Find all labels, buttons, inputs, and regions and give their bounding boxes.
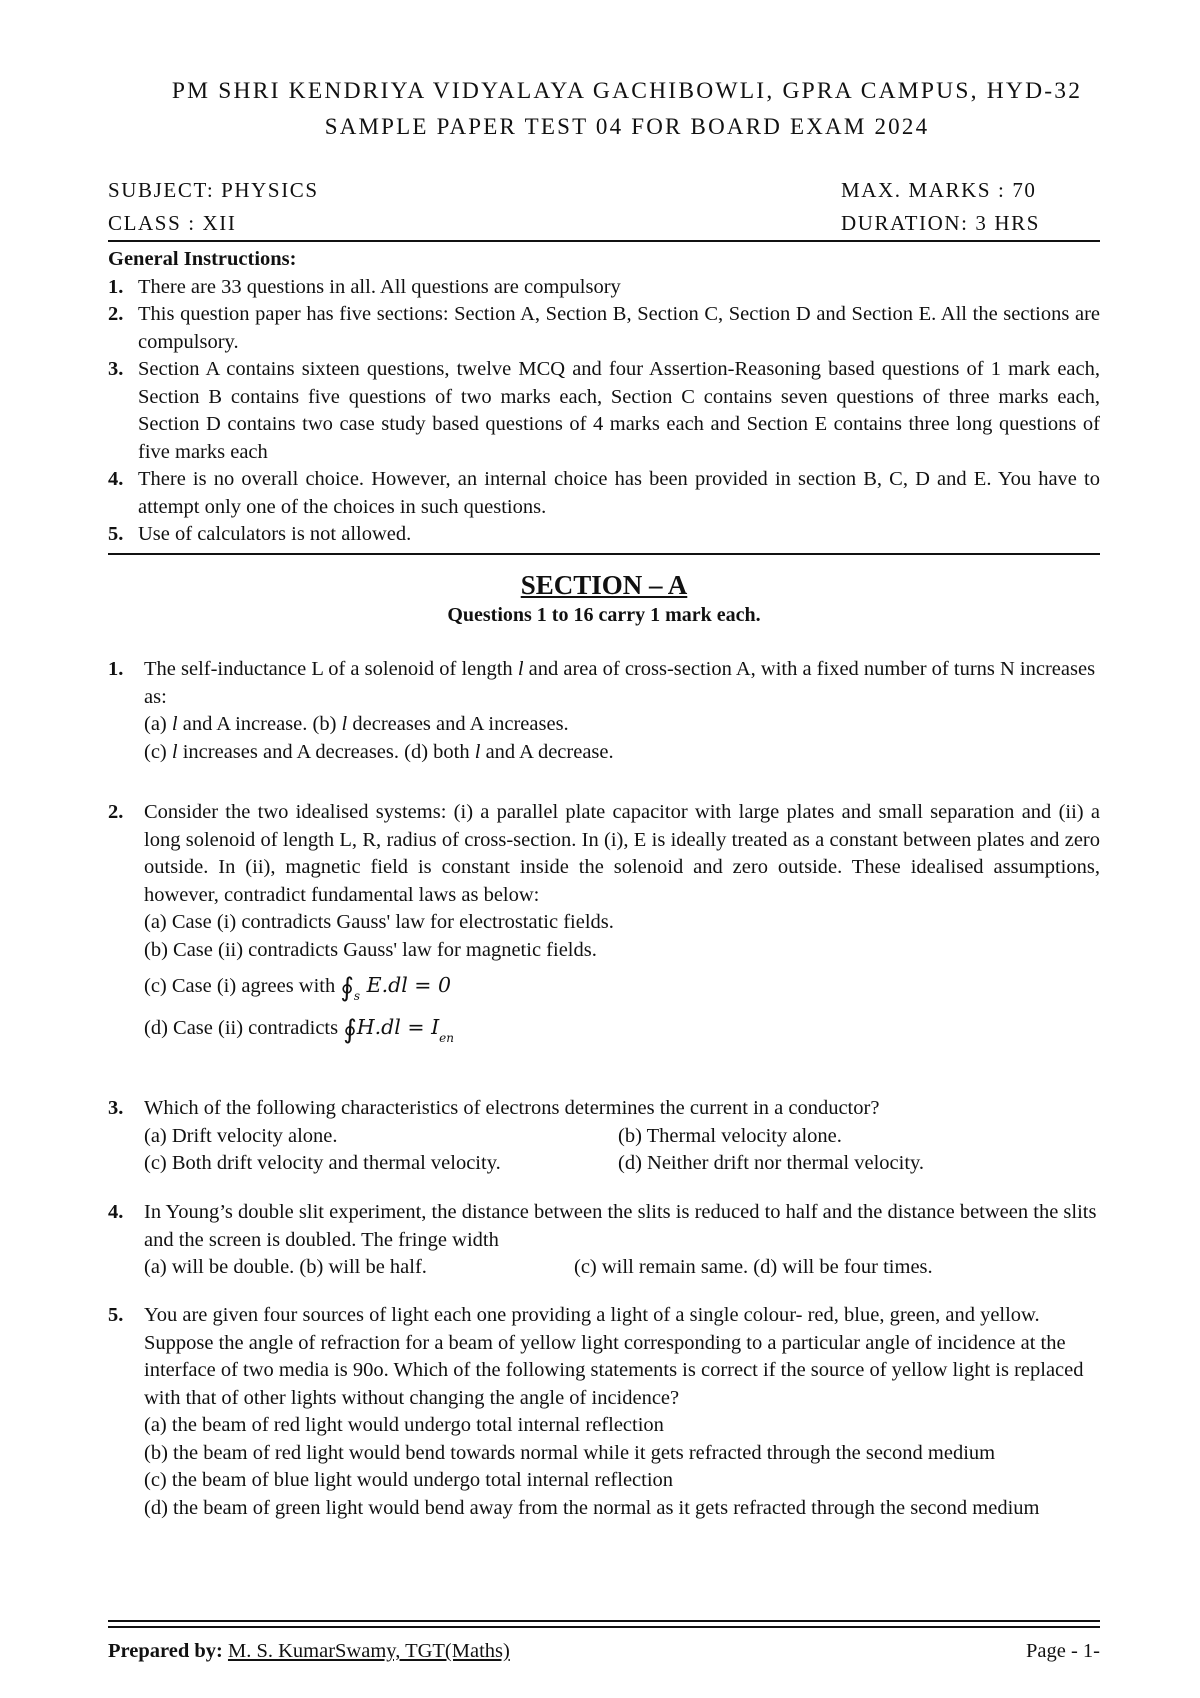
instruction-item: 5. Use of calculators is not allowed. — [108, 523, 412, 545]
meta-row-1 — [108, 178, 1100, 203]
option-row: (a) will be double. (b) will be half. (c) will remain same. (d) will be four times. — [144, 1256, 933, 1278]
page-number: Page - 1- — [1025, 1640, 1100, 1662]
instruction-item: 1. There are 33 questions in all. All questions are compulsory — [108, 275, 621, 298]
page-footer — [108, 1640, 1100, 1663]
general-instructions — [108, 246, 1100, 549]
option-row — [144, 1150, 1100, 1178]
question-number: 1. — [108, 658, 124, 680]
option-c: (c) Both drift velocity and thermal velocity. — [144, 1152, 501, 1174]
instructions-divider — [108, 553, 1100, 555]
question-2 — [108, 799, 1100, 1048]
option-c: (c) the beam of blue light would undergo total internal reflection — [144, 1469, 674, 1491]
author-name: M. S. KumarSwamy, TGT(Maths) — [227, 1640, 510, 1662]
question-stem: Consider the two idealised systems: (i) a parallel plate capacitor with large plates and small separation and (ii) a long solenoid of length L, R, radius of cross-section. In (i), E is ideally treated as a constant between plates and zero outside. In (ii), magnetic field is constant inside the solenoid and zero outside. These idealised assumptions, however, contradict fundamental laws as below: — [144, 801, 1100, 906]
option-c: (c) Case (i) agrees with $∮_s$ E.dl = 0 — [144, 973, 452, 1003]
question-number: 5. — [108, 1304, 124, 1326]
meta-row-2 — [108, 211, 1100, 236]
question-number: 2. — [108, 801, 124, 823]
option-row — [144, 1123, 1100, 1151]
question-5 — [108, 1302, 1100, 1522]
instructions-title: General Instructions: — [108, 248, 297, 270]
question-number: 4. — [108, 1201, 124, 1223]
option-d: (d) Neither drift nor thermal velocity. — [618, 1152, 925, 1174]
class-label: CLASS : XII — [108, 211, 237, 235]
question-number: 3. — [108, 1097, 124, 1119]
max-marks-label: MAX. MARKS : 70 — [841, 178, 1037, 202]
question-4 — [108, 1199, 1100, 1282]
footer-divider-1 — [108, 1620, 1100, 1622]
option-d: (d) Case (ii) contradicts ∮H.dl = $I_{en}$ — [144, 1015, 455, 1045]
option-b: (b) the beam of red light would bend towards normal while it gets refracted through the second medium — [144, 1441, 996, 1464]
instruction-item: 3. Section A contains sixteen questions, twelve MCQ and four Assertion-Reasoning based questions of 1 mark each, Section B contains five questions of two marks each, Section C contains seven questions of three marks each, Section D contains two case study based questions of 4 marks each and Section E contains three long questions of five marks each — [108, 358, 1100, 463]
formula-gauss: $∮_s$ E.dl = 0 — [340, 973, 452, 1003]
question-stem: In Young’s double slit experiment, the distance between the slits is reduced to half and the distance between the slits and the screen is doubled. The fringe width — [144, 1201, 1097, 1251]
exam-page — [108, 0, 1100, 1698]
option-row: (c) l increases and A decreases. (d) both l and A decrease. — [144, 740, 614, 763]
section-title: SECTION – A — [520, 570, 688, 600]
test-title: SAMPLE PAPER TEST 04 FOR BOARD EXAM 2024 — [324, 114, 930, 139]
instruction-item: 2. This question paper has five sections: Section A, Section B, Section C, Section D and Section E. All the sections are compulsory. — [108, 303, 1100, 353]
footer-divider-2 — [108, 1626, 1100, 1628]
section-subtitle: Questions 1 to 16 carry 1 mark each. — [447, 604, 761, 626]
option-d: (d) the beam of green light would bend away from the normal as it gets refracted through the second medium — [144, 1496, 1040, 1519]
option-a: (a) the beam of red light would undergo total internal reflection — [144, 1414, 664, 1436]
option-b: (b) Thermal velocity alone. — [618, 1124, 842, 1147]
option-row: (a) l and A increase. (b) l decreases and A increases. — [144, 713, 569, 735]
option-a: (a) Drift velocity alone. — [144, 1124, 338, 1147]
formula-ampere: ∮H.dl = $I_{en}$ — [343, 1015, 455, 1045]
option-b: (b) Case (ii) contradicts Gauss' law for magnetic fields. — [144, 938, 597, 961]
duration-label: DURATION: 3 HRS — [841, 211, 1041, 235]
question-stem: You are given four sources of light each one providing a light of a single colour- red, blue, green, and yellow. Suppose the angle of refraction for a beam of yellow light corresponding to a particular angle of incidence at the interface of two media is 90o. Which of the following statements is correct if the source of yellow light is replaced with that of other lights without changing the angle of incidence? — [144, 1304, 1084, 1409]
question-stem: The self-inductance L of a solenoid of length l and area of cross-section A, with a fixed number of turns N increases as: — [144, 658, 1096, 708]
school-name: PM SHRI KENDRIYA VIDYALAYA GACHIBOWLI, GPRA CAMPUS, HYD-32 — [171, 78, 1083, 104]
question-stem: Which of the following characteristics of electrons determines the current in a conductor? — [144, 1097, 880, 1119]
subject-label: SUBJECT: PHYSICS — [108, 178, 319, 202]
option-a: (a) Case (i) contradicts Gauss' law for electrostatic fields. — [144, 911, 614, 933]
instruction-item: 4. There is no overall choice. However, an internal choice has been provided in section B, C, D and E. You have to attempt only one of the choices in such questions. — [108, 468, 1100, 518]
footer-label: Prepared by: — [108, 1640, 223, 1662]
header-divider — [108, 240, 1100, 242]
question-1 — [108, 656, 1100, 766]
question-3 — [108, 1095, 1100, 1178]
